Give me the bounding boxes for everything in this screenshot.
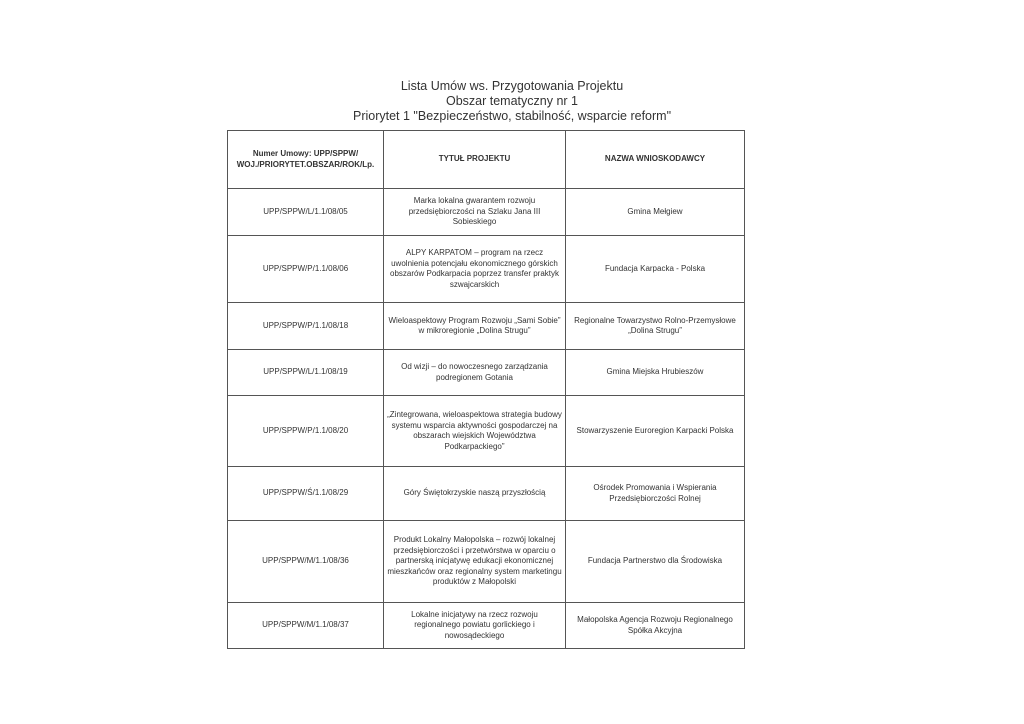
- applicant-name: Gmina Mełgiew: [566, 189, 745, 236]
- applicant-name: Fundacja Partnerstwo dla Środowiska: [566, 521, 745, 603]
- applicant-name: Fundacja Karpacka - Polska: [566, 236, 745, 303]
- contracts-table: [227, 130, 745, 649]
- table-row: [228, 603, 745, 649]
- header-contract-number: Numer Umowy: UPP/SPPW/ WOJ./PRIORYTET.OBSZAR/ROK/Lp.: [228, 131, 384, 189]
- contract-number: UPP/SPPW/M/1.1/08/36: [228, 521, 384, 603]
- applicant-name: Ośrodek Promowania i Wspierania Przedsiębiorczości Rolnej: [566, 467, 745, 521]
- table-row: [228, 303, 745, 350]
- title-line-3: Priorytet 1 "Bezpieczeństwo, stabilność, wsparcie reform": [352, 109, 672, 123]
- applicant-name: Regionalne Towarzystwo Rolno-Przemysłowe „Dolina Strugu”: [566, 303, 745, 350]
- document-title: [0, 79, 1024, 124]
- table-row: [228, 350, 745, 396]
- table-header-row: [228, 131, 745, 189]
- contract-number: UPP/SPPW/P/1.1/08/06: [228, 236, 384, 303]
- contract-number: UPP/SPPW/M/1.1/08/37: [228, 603, 384, 649]
- table-row: [228, 521, 745, 603]
- project-title: Góry Świętokrzyskie naszą przyszłością: [384, 467, 566, 521]
- contract-number: UPP/SPPW/P/1.1/08/18: [228, 303, 384, 350]
- project-title: Lokalne inicjatywy na rzecz rozwoju regionalnego powiatu gorlickiego i nowosądeckiego: [384, 603, 566, 649]
- applicant-name: Stowarzyszenie Euroregion Karpacki Polska: [566, 396, 745, 467]
- table-row: [228, 467, 745, 521]
- header-applicant-name: NAZWA WNIOSKODAWCY: [566, 131, 745, 189]
- project-title: Wieloaspektowy Program Rozwoju „Sami Sobie” w mikroregionie „Dolina Strugu”: [384, 303, 566, 350]
- project-title: Od wizji – do nowoczesnego zarządzania podregionem Gotania: [384, 350, 566, 396]
- table-row: [228, 236, 745, 303]
- table-row: [228, 189, 745, 236]
- project-title: Produkt Lokalny Małopolska – rozwój lokalnej przedsiębiorczości i przetwórstwa w oparciu o partnerską inicjatywę edukacji ekonomicznej mieszkańców oraz regionalny system marketingu produktów z Małopolski: [384, 521, 566, 603]
- header-project-title: TYTUŁ PROJEKTU: [384, 131, 566, 189]
- table-row: [228, 396, 745, 467]
- contract-number: UPP/SPPW/Ś/1.1/08/29: [228, 467, 384, 521]
- project-title: Marka lokalna gwarantem rozwoju przedsiębiorczości na Szlaku Jana III Sobieskiego: [384, 189, 566, 236]
- contract-number: UPP/SPPW/P/1.1/08/20: [228, 396, 384, 467]
- project-title: „Zintegrowana, wieloaspektowa strategia budowy systemu wsparcia aktywności gospodarczej na obszarach wiejskich Województwa Podkarpackiego”: [384, 396, 566, 467]
- applicant-name: Gmina Miejska Hrubieszów: [566, 350, 745, 396]
- project-title: ALPY KARPATOM – program na rzecz uwolnienia potencjału ekonomicznego górskich obszarów Podkarpacia poprzez transfer praktyk szwajcarskich: [384, 236, 566, 303]
- applicant-name: Małopolska Agencja Rozwoju Regionalnego Spółka Akcyjna: [566, 603, 745, 649]
- title-line-1: Lista Umów ws. Przygotowania Projektu: [400, 79, 624, 93]
- title-line-2: Obszar tematyczny nr 1: [446, 94, 578, 108]
- contract-number: UPP/SPPW/L/1.1/08/19: [228, 350, 384, 396]
- contract-number: UPP/SPPW/L/1.1/08/05: [228, 189, 384, 236]
